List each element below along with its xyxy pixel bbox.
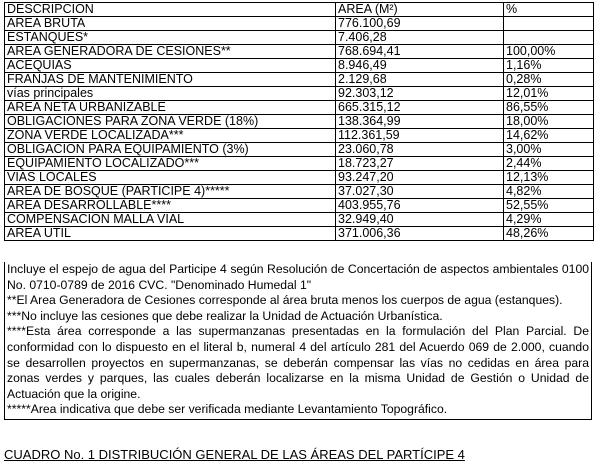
row-description: ESTANQUES* [5, 31, 336, 45]
table-row [5, 31, 594, 45]
row-description: ZONA VERDE LOCALIZADA*** [5, 129, 336, 143]
row-percent: 12,13% [504, 171, 594, 185]
note-3: ***No incluye las cesiones que debe realizar la Unidad de Actuación Urbanística. [7, 308, 443, 323]
row-area: 18.723,27 [336, 157, 504, 171]
row-area: 93.247,20 [336, 171, 504, 185]
row-percent: 86,55% [504, 101, 594, 115]
row-description: AREA DE BOSQUE (PARTICIPE 4)***** [5, 185, 336, 199]
table-row [5, 45, 594, 59]
table-row [5, 185, 594, 199]
row-description: AREA NETA URBANIZABLE [5, 101, 336, 115]
row-percent: 3,00% [504, 143, 594, 157]
row-percent: 1,16% [504, 59, 594, 73]
table-caption: CUADRO No. 1 DISTRIBUCIÓN GENERAL DE LAS ÁREAS DEL PARTÍCIPE 4 [4, 447, 465, 462]
table-body [5, 3, 594, 241]
row-area: 92.303,12 [336, 87, 504, 101]
table-row [5, 87, 594, 101]
table-row [5, 227, 594, 241]
row-percent: 12,01% [504, 87, 594, 101]
area-distribution-table [4, 2, 594, 241]
table-row [5, 129, 594, 143]
row-area: 776.100,69 [336, 17, 504, 31]
row-area: 23.060,78 [336, 143, 504, 157]
row-percent: 48,26% [504, 227, 594, 241]
row-percent: 100,00% [504, 45, 594, 59]
row-percent: 18,00% [504, 115, 594, 129]
row-area: 8.946,49 [336, 59, 504, 73]
row-description: AREA GENERADORA DE CESIONES** [5, 45, 336, 59]
row-percent [504, 17, 594, 31]
row-percent: 14,62% [504, 129, 594, 143]
row-area: 37.027,30 [336, 185, 504, 199]
row-area: 112.361,59 [336, 129, 504, 143]
row-description: COMPENSACION MALLA VIAL [5, 213, 336, 227]
row-description: FRANJAS DE MANTENIMIENTO [5, 73, 336, 87]
row-percent: 4,29% [504, 213, 594, 227]
table-row [5, 157, 594, 171]
row-area: 32.949,40 [336, 213, 504, 227]
table-row [5, 213, 594, 227]
row-description: VIAS LOCALES [5, 171, 336, 185]
row-description: AREA DESARROLLABLE**** [5, 199, 336, 213]
row-percent: 0,28% [504, 73, 594, 87]
row-percent: 52,55% [504, 199, 594, 213]
table-row [5, 143, 594, 157]
table-caption-partial [4, 446, 599, 462]
table-row [5, 199, 594, 213]
row-area: 371.006,36 [336, 227, 504, 241]
header-description: DESCRIPCION [5, 3, 336, 17]
row-description: OBLIGACION PARA EQUIPAMIENTO (3%) [5, 143, 336, 157]
row-area: 768.694,41 [336, 45, 504, 59]
row-area: 7.406,28 [336, 31, 504, 45]
table-row [5, 17, 594, 31]
table-row [5, 73, 594, 87]
row-percent: 2,44% [504, 157, 594, 171]
row-description: AREA BRUTA [5, 17, 336, 31]
note-4: ****Esta área corresponde a las supermanzanas presentadas en la formulación del Plan Parcial. De conformidad con lo dispuesto en el literal b, numeral 4 del artículo 281 del Acuerdo 069 de 2.000, cuando se desarrollen proyectos en supermanzanas, se deberán compensar las vías no cedidas en área para zonas verdes y parques, las cuales deberán localizarse en la misma Unidad de Gestión o Unidad de Actuación que la origine. [7, 324, 589, 401]
row-area: 2.129,68 [336, 73, 504, 87]
row-area: 138.364,99 [336, 115, 504, 129]
header-percent: % [504, 3, 594, 17]
table-header-row [5, 3, 594, 17]
row-description: vías principales [5, 87, 336, 101]
table-row [5, 59, 594, 73]
note-2: **El Area Generadora de Cesiones corresponde al área bruta menos los cuerpos de agua (estanques). [7, 293, 563, 308]
row-area: 403.955,76 [336, 199, 504, 213]
row-description: OBLIGACIONES PARA ZONA VERDE (18%) [5, 115, 336, 129]
row-description: ACEQUIAS [5, 59, 336, 73]
note-1: Incluye el espejo de agua del Participe 4 según Resolución de Concertación de aspectos ambientales 0100 No. 0710-0789 de 2016 CVC. "Denominado Humedal 1" [7, 262, 589, 292]
table-row [5, 171, 594, 185]
header-area: AREA (M²) [336, 3, 504, 17]
table-notes [4, 262, 592, 420]
table-row [5, 115, 594, 129]
row-area: 665.315,12 [336, 101, 504, 115]
row-description: EQUIPAMIENTO LOCALIZADO*** [5, 157, 336, 171]
row-percent [504, 31, 594, 45]
table-row [5, 101, 594, 115]
row-description: AREA UTIL [5, 227, 336, 241]
row-percent: 4,82% [504, 185, 594, 199]
note-5: *****Area indicativa que debe ser verificada mediante Levantamiento Topográfico. [7, 402, 448, 417]
